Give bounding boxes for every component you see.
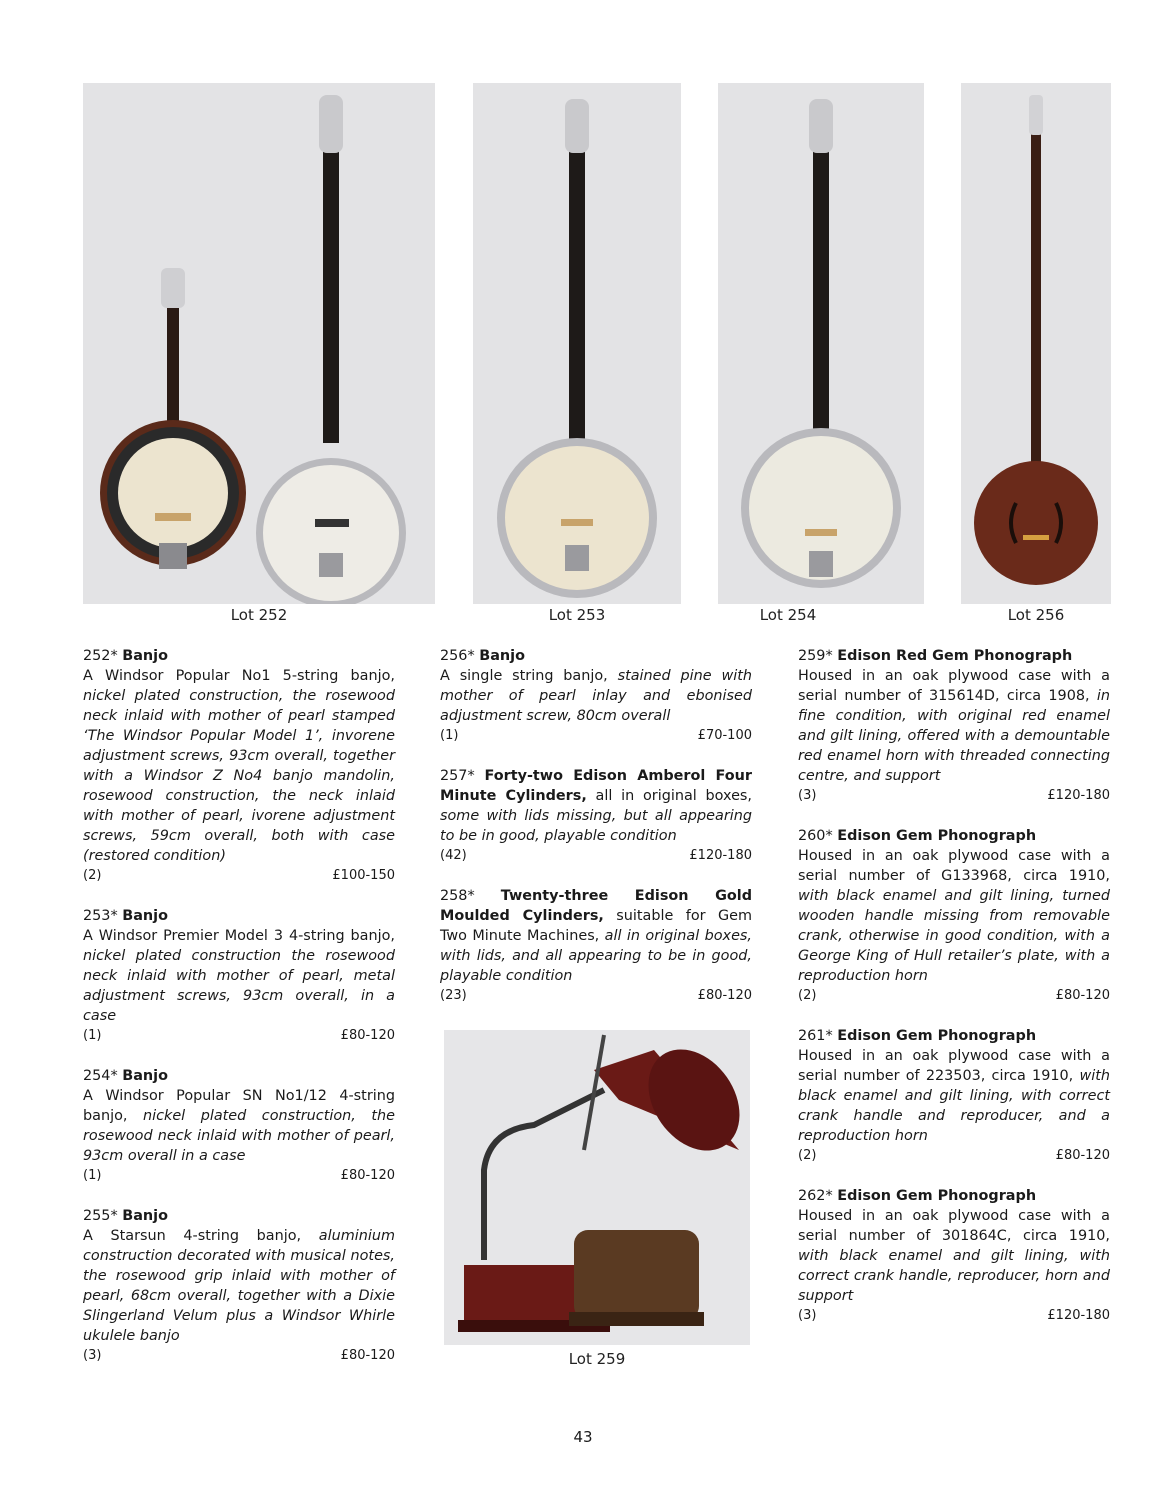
- lot-quantity: (42): [440, 848, 467, 863]
- description-plain: A Windsor Premier Model 3 4-string banjo,: [83, 928, 395, 944]
- lot-259-phonograph-illustration: [444, 1030, 750, 1345]
- description-plain: A Windsor Popular No1 5-string banjo,: [83, 668, 395, 684]
- lot-title: Forty-two Edison Amberol Four Minute Cylinders,: [440, 768, 753, 804]
- lot-252-instruments-illustration: [83, 83, 435, 604]
- lot-256-description: [440, 666, 752, 726]
- description-plain: A Starsun 4-string banjo,: [83, 1228, 319, 1244]
- lot-quantity: (3): [83, 1348, 102, 1363]
- lot-estimate: £80-120: [340, 1168, 395, 1183]
- lot-261-heading: [798, 1026, 1110, 1046]
- description-italic: aluminium construction decorated with musical notes, the rosewood grip inlaid with mother of pearl, 68cm overall, together with a Dixie Slingerland Velum plus a Windsor Whirle ukulele banjo: [83, 1228, 395, 1344]
- lot-260-description: [798, 846, 1110, 986]
- lot-title: Banjo: [122, 648, 168, 664]
- lot-260-footer: [798, 986, 1110, 1006]
- lot-261: [798, 1026, 1110, 1166]
- lot-253-heading: [83, 906, 395, 926]
- lot-255: [83, 1206, 395, 1366]
- lot-title: Banjo: [122, 1068, 168, 1084]
- column-right: [798, 646, 1110, 1346]
- caption-lot-253: Lot 253: [548, 606, 606, 624]
- lot-259-description: [798, 666, 1110, 786]
- lot-256: [440, 646, 752, 746]
- photo-lot-256: [961, 83, 1111, 604]
- lot-estimate: £70-100: [697, 728, 752, 743]
- lot-quantity: (2): [83, 868, 102, 883]
- lot-253-description: [83, 926, 395, 1026]
- lot-estimate: £100-150: [332, 868, 395, 883]
- lot-number: 255*: [83, 1208, 118, 1224]
- lot-252-heading: [83, 646, 395, 666]
- lot-title: Banjo: [122, 1208, 168, 1224]
- description-plain: Housed in an oak plywood case with a serial number of 301864C, circa 1910,: [798, 1208, 1110, 1244]
- lot-title: Banjo: [122, 908, 168, 924]
- lot-estimate: £120-180: [1047, 788, 1110, 803]
- description-plain: all in original boxes,: [586, 788, 753, 804]
- lot-number: 258*: [440, 888, 475, 904]
- description-italic: all in original boxes, with lids, and all appearing to be in good, playable condition: [440, 928, 752, 984]
- lot-title: Twenty-three Edison Gold Moulded Cylinders,: [440, 888, 752, 924]
- lot-261-description: [798, 1046, 1110, 1146]
- lot-number: 257*: [440, 768, 475, 784]
- lot-254-description: [83, 1086, 395, 1166]
- lot-estimate: £80-120: [1055, 1148, 1110, 1163]
- lot-estimate: £80-120: [340, 1348, 395, 1363]
- lot-number: 260*: [798, 828, 833, 844]
- column-left: [83, 646, 395, 1386]
- lot-254-banjo-illustration: [718, 83, 924, 604]
- photo-lot-254: [718, 83, 924, 604]
- lot-title: Edison Gem Phonograph: [837, 828, 1037, 844]
- lot-title: Edison Red Gem Phonograph: [837, 648, 1073, 664]
- description-italic: nickel plated construction, the rosewood neck inlaid with mother of pearl stamped ‘The Windsor Popular Model 1’, invorene adjustment screws, 93cm overall, together with a Windsor Z No4 banjo mandolin, rosewood construction, the neck inlaid with mother of pearl, ivorene adjustment screws, 59cm overall, both with case (restored condition): [83, 688, 395, 864]
- description-plain: suitable for Gem Two Minute Machines,: [440, 908, 752, 944]
- lot-253-banjo-illustration: [473, 83, 681, 604]
- lot-number: 256*: [440, 648, 475, 664]
- lot-262-footer: [798, 1306, 1110, 1326]
- lot-number: 252*: [83, 648, 118, 664]
- photo-lot-259: [444, 1030, 750, 1345]
- description-italic: with black enamel and gilt lining, with correct crank handle, reproducer, horn and support: [798, 1248, 1110, 1304]
- lot-quantity: (1): [440, 728, 459, 743]
- lot-258-description: [440, 886, 752, 986]
- caption-lot-256: Lot 256: [1007, 606, 1065, 624]
- lot-252-footer: [83, 866, 395, 886]
- lot-256-single-string-banjo-illustration: [961, 83, 1111, 604]
- description-italic: with black enamel and gilt lining, with correct crank handle and reproducer, and a reproduction horn: [798, 1068, 1110, 1144]
- lot-256-footer: [440, 726, 752, 746]
- lot-quantity: (1): [83, 1168, 102, 1183]
- description-italic: stained pine with mother of pearl inlay and ebonised adjustment screw, 80cm overall: [440, 668, 752, 724]
- description-italic: some with lids missing, but all appearing to be in good, playable condition: [440, 808, 752, 844]
- lot-254: [83, 1066, 395, 1186]
- lot-estimate: £80-120: [1055, 988, 1110, 1003]
- description-plain: A Windsor Popular SN No1/12 4-string banjo,: [83, 1088, 395, 1124]
- caption-lot-252: Lot 252: [230, 606, 288, 624]
- lot-title: Banjo: [479, 648, 525, 664]
- lot-253-footer: [83, 1026, 395, 1046]
- lot-title: Edison Gem Phonograph: [837, 1028, 1037, 1044]
- description-italic: in fine condition, with original red enamel and gilt lining, offered with a demountable red enamel horn with threaded connecting centre, and support: [798, 688, 1110, 784]
- lot-262-description: [798, 1206, 1110, 1306]
- lot-quantity: (1): [83, 1028, 102, 1043]
- lot-quantity: (3): [798, 1308, 817, 1323]
- caption-lot-259: Lot 259: [568, 1350, 626, 1368]
- description-plain: Housed in an oak plywood case with a serial number of 315614D, circa 1908,: [798, 668, 1110, 704]
- lot-255-heading: [83, 1206, 395, 1226]
- page-number: 43: [573, 1428, 593, 1446]
- lot-258: [440, 886, 752, 1006]
- lot-252-description: [83, 666, 395, 866]
- lot-262: [798, 1186, 1110, 1326]
- lot-261-footer: [798, 1146, 1110, 1166]
- description-italic: nickel plated construction, the rosewood neck inlaid with mother of pearl, 93cm overall in a case: [83, 1108, 395, 1164]
- lot-number: 262*: [798, 1188, 833, 1204]
- lot-260: [798, 826, 1110, 1006]
- lot-number: 254*: [83, 1068, 118, 1084]
- description-plain: A single string banjo,: [440, 668, 618, 684]
- caption-lot-254: Lot 254: [759, 606, 817, 624]
- lot-254-footer: [83, 1166, 395, 1186]
- lot-quantity: (2): [798, 1148, 817, 1163]
- lot-title: Edison Gem Phonograph: [837, 1188, 1037, 1204]
- lot-estimate: £120-180: [689, 848, 752, 863]
- photo-lot-253: [473, 83, 681, 604]
- description-plain: Housed in an oak plywood case with a serial number of G133968, circa 1910,: [798, 848, 1110, 884]
- lot-quantity: (23): [440, 988, 467, 1003]
- lot-259-heading: [798, 646, 1110, 666]
- lot-253: [83, 906, 395, 1046]
- lot-259: [798, 646, 1110, 806]
- lot-estimate: £80-120: [340, 1028, 395, 1043]
- lot-257: [440, 766, 752, 866]
- lot-255-footer: [83, 1346, 395, 1366]
- lot-259-footer: [798, 786, 1110, 806]
- lot-estimate: £80-120: [697, 988, 752, 1003]
- column-middle: [440, 646, 752, 1026]
- description-italic: nickel plated construction the rosewood neck inlaid with mother of pearl, metal adjustment screws, 93cm overall, in a case: [83, 948, 395, 1024]
- lot-number: 259*: [798, 648, 833, 664]
- lot-262-heading: [798, 1186, 1110, 1206]
- lot-estimate: £120-180: [1047, 1308, 1110, 1323]
- lot-quantity: (2): [798, 988, 817, 1003]
- lot-254-heading: [83, 1066, 395, 1086]
- lot-number: 261*: [798, 1028, 833, 1044]
- lot-257-footer: [440, 846, 752, 866]
- lot-number: 253*: [83, 908, 118, 924]
- lot-258-footer: [440, 986, 752, 1006]
- photo-lot-252: [83, 83, 435, 604]
- lot-quantity: (3): [798, 788, 817, 803]
- description-italic: with black enamel and gilt lining, turned wooden handle missing from removable crank, otherwise in good condition, with a George King of Hull retailer’s plate, with a reproduction horn: [798, 888, 1110, 984]
- lot-255-description: [83, 1226, 395, 1346]
- lot-257-description: [440, 766, 752, 846]
- lot-260-heading: [798, 826, 1110, 846]
- description-plain: Housed in an oak plywood case with a serial number of 223503, circa 1910,: [798, 1048, 1110, 1084]
- lot-256-heading: [440, 646, 752, 666]
- lot-252: [83, 646, 395, 886]
